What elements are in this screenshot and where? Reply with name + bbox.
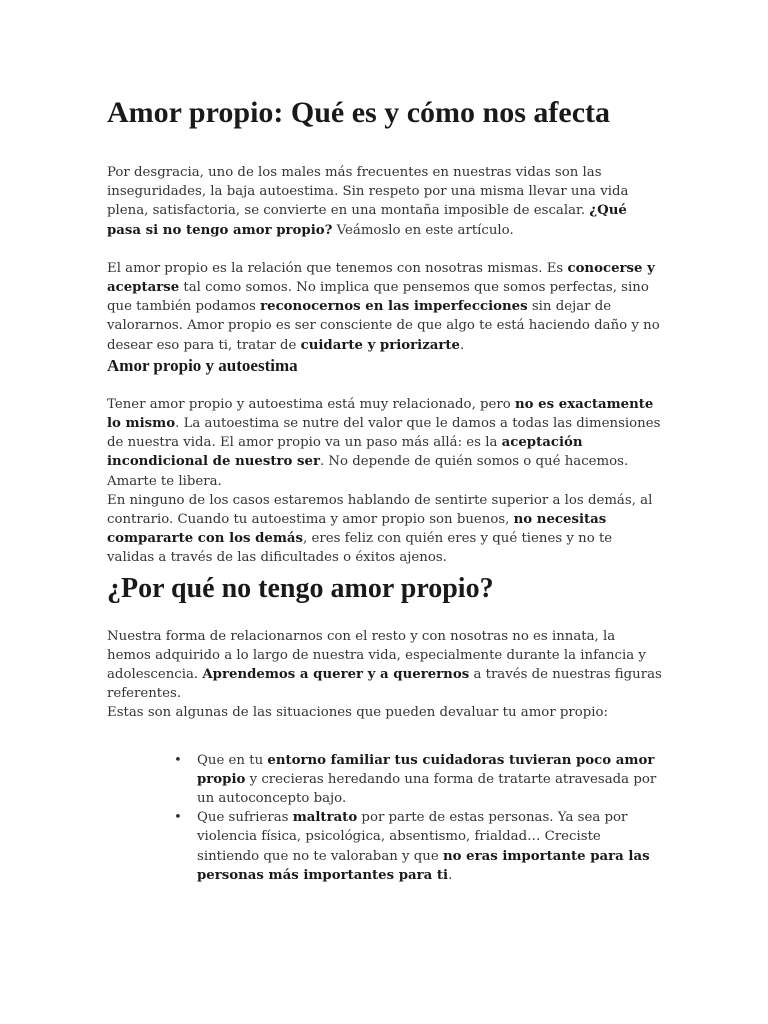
section1-p1-bold-2: aceptación incondicional de nuestro ser [107,435,583,470]
definition-text-4: . [459,337,465,353]
definition-bold-3: cuidarte y priorizarte [300,337,460,353]
item2-bold-2: no eras importante para las personas más importantes para ti [197,848,650,883]
section2-paragraph-2: Estas son algunas de las situaciones que pueden devaluar tu amor propio: [107,705,609,721]
section1-p2-text-1: En ninguno de los casos estaremos hablando de sentirte superior a los demás, al contrario. Cuando tu autoestima y amor propio son buenos, [107,492,653,528]
document-page [107,92,663,885]
section2-paragraph-1 [107,627,663,704]
item2-text-2: por parte de estas personas. Ya sea por violencia física, psicológica, absentismo, frialdad… Creciste sintiendo que no te valoraban y que [197,810,628,864]
definition-bold-1: conocerse y aceptarse [107,260,655,296]
section1-paragraph-2 [107,491,663,568]
intro-text-1: Por desgracia, uno de los males más frecuentes en nuestras vidas son las inseguridades, la baja autoestima. Sin respeto por una misma llevar una vida plena, satisfactoria, se convierte en una montaña imposible de escalar. [107,165,629,219]
intro-bold-question: ¿Qué pasa si no tengo amor propio? [107,203,627,238]
list-item [197,808,663,885]
document-title: Amor propio: Qué es y cómo nos afecta [107,96,610,129]
section1-p1-text-3: . No depende de quién somos o qué hacemos. Amarte te libera. [107,454,629,489]
item2-text-1: Que sufrieras [197,810,293,826]
item2-bold-1: maltrato [292,810,358,826]
item1-text-2: y crecieras heredando una forma de tratarte atravesada por un autoconcepto bajo. [197,771,657,807]
situations-list [107,751,663,885]
list-item [197,751,663,809]
definition-bold-2: reconocernos en las imperfecciones [260,299,528,315]
definition-paragraph [107,259,663,355]
intro-text-2: Veámoslo en este artículo. [332,222,514,238]
item1-text-1: Que en tu [197,752,268,768]
section1-p2-text-2: , eres feliz con quién eres y qué tienes y no te validas a través de las dificultades o éxitos ajenos. [107,531,613,566]
section2-p1-text-2: a través de nuestras figuras referentes. [107,667,662,702]
section1-p1-text-1: Tener amor propio y autoestima está muy relacionado, pero [107,396,515,412]
section1-p1-text-2: . La autoestima se nutre del valor que le damos a todas las dimensiones de nuestra vida. El amor propio va un paso más allá: es la [107,416,661,451]
item2-text-3: . [448,867,453,883]
section2-heading: ¿Por qué no tengo amor propio? [107,572,494,604]
definition-text-2: tal como somos. No implica que pensemos que somos perfectas, sino que también podamos [107,280,649,315]
section1-p1-bold-1: no es exactamente lo mismo [107,396,654,432]
section1-p2-bold-1: no necesitas compararte con los demás [107,512,607,547]
section2-p1-text-1: Nuestra forma de relacionarnos con el resto y con nosotras no es innata, la hemos adquirido a lo largo de nuestra vida, especialmente durante la infancia y adolescencia. [107,628,646,683]
item1-bold-1: entorno familiar tus cuidadoras tuvieran poco amor propio [197,752,655,787]
section1-heading: Amor propio y autoestima [107,355,298,375]
definition-text-3: sin dejar de valorarnos. Amor propio es ser consciente de que algo te está haciendo daño y no desear eso para ti, tratar de [107,299,660,353]
section2-p1-bold-1: Aprendemos a querer y a querernos [202,667,470,683]
section1-paragraph-1 [107,395,663,491]
definition-text-1: El amor propio es la relación que tenemos con nosotras mismas. Es [107,260,568,276]
intro-paragraph [107,163,663,240]
